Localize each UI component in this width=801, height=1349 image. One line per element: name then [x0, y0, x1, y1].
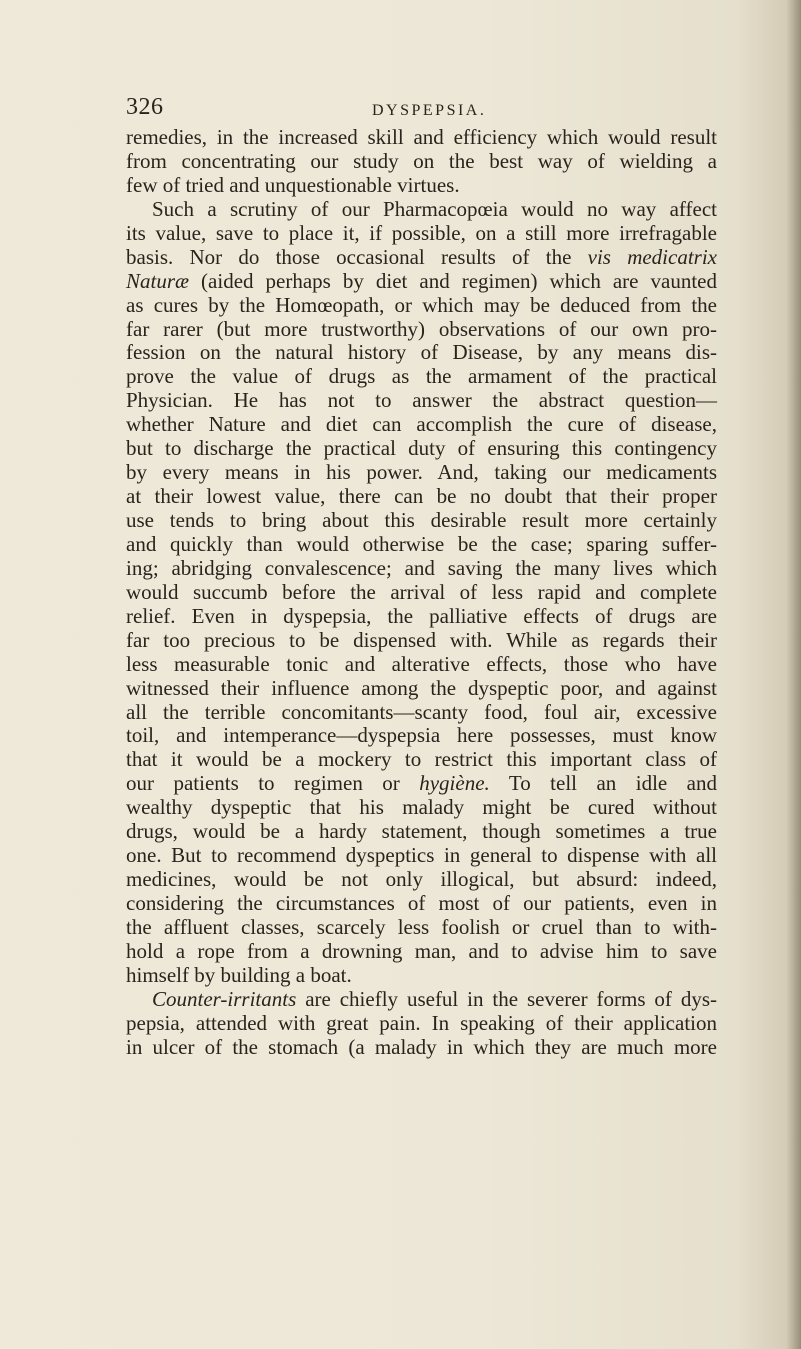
text-segment: To tell an idle and [508, 771, 717, 796]
page-number: 326 [126, 94, 164, 120]
text-line: relief. Even in dyspepsia, the palliative effects of drugs are [126, 603, 717, 628]
text-line: that it would be a mockery to restrict this important class of [126, 747, 717, 772]
text-line: drugs, would be a hardy statement, though sometimes a true [126, 819, 717, 844]
text-line: the affluent classes, scarcely less foolish or cruel than to with- [126, 914, 717, 939]
text-segment: our patients to regimen or [126, 771, 400, 796]
text-line: medicines, would be not only illogical, but absurd: indeed, [126, 867, 717, 892]
text-line: hold a rope from a drowning man, and to advise him to save [126, 938, 717, 963]
text-line: in ulcer of the stomach (a malady in which they are much more [126, 1034, 717, 1059]
text-segment: (aided perhaps by diet and regimen) which are vaunted [201, 268, 717, 293]
italic-term: Naturæ [126, 268, 190, 293]
text-line: few of tried and unquestionable virtues. [126, 172, 460, 197]
text-line: by every means in his power. And, taking our medicaments [126, 460, 717, 485]
text-line: far rarer (but more trustworthy) observations of our own pro- [126, 316, 717, 341]
text-line: wealthy dyspeptic that his malady might be cured without [126, 795, 717, 820]
italic-term: hygiène. [419, 771, 490, 796]
text-line: considering the circumstances of most of our patients, even in [126, 891, 717, 915]
text-line: and quickly than would otherwise be the case; sparing suffer- [126, 531, 717, 556]
text-line: its value, save to place it, if possible, on a still more irrefragable [126, 220, 717, 245]
text-line: but to discharge the practical duty of ensuring this contingency [126, 436, 717, 461]
running-head: DYSPEPSIA. [372, 102, 487, 119]
text-line: one. But to recommend dyspeptics in general to dispense with all [126, 843, 717, 868]
text-line: less measurable tonic and alterative effects, those who have [126, 651, 717, 676]
page-edge [785, 0, 801, 1349]
text-line: ing; abridging convalescence; and saving the many lives which [126, 555, 717, 580]
text-line [126, 988, 717, 1012]
text-line: Physician. He has not to answer the abstract question— [126, 388, 717, 413]
text-line: far too precious to be dispensed with. While as regards their [126, 627, 717, 652]
text-line: remedies, in the increased skill and efficiency which would result [126, 125, 717, 149]
text-line: prove the value of drugs as the armament of the practical [126, 364, 717, 389]
text-line [126, 246, 717, 270]
text-line: at their lowest value, there can be no doubt that their proper [126, 484, 717, 509]
text-line: Such a scrutiny of our Pharmacopœia would no way affect [152, 196, 717, 221]
text-line: witnessed their influence among the dyspeptic poor, and against [126, 675, 717, 700]
text-line: would succumb before the arrival of less rapid and complete [126, 579, 717, 604]
text-line: as cures by the Homœopath, or which may be deduced from the [126, 292, 717, 317]
text-line: whether Nature and diet can accomplish the cure of disease, [126, 412, 717, 437]
text-line: himself by building a boat. [126, 962, 352, 987]
text-line: fession on the natural history of Disease, by any means dis- [126, 340, 717, 365]
italic-term: vis medicatrix [587, 244, 717, 269]
italic-term: Counter-irritants [152, 986, 297, 1011]
page-header [126, 94, 706, 128]
text-line: all the terrible concomitants—scanty food, foul air, excessive [126, 699, 717, 724]
text-line: toil, and intemperance—dyspepsia here possesses, must know [126, 723, 717, 748]
text-line [126, 772, 717, 796]
text-segment: are chiefly useful in the severer forms of dys- [305, 986, 718, 1011]
text-line: pepsia, attended with great pain. In speaking of their application [126, 1010, 717, 1035]
body-text [126, 126, 717, 1060]
text-segment: basis. Nor do those occasional results of the [126, 244, 572, 269]
text-line: use tends to bring about this desirable result more certainly [126, 508, 717, 532]
text-line: from concentrating our study on the best way of wielding a [126, 148, 717, 173]
text-line [126, 270, 717, 294]
